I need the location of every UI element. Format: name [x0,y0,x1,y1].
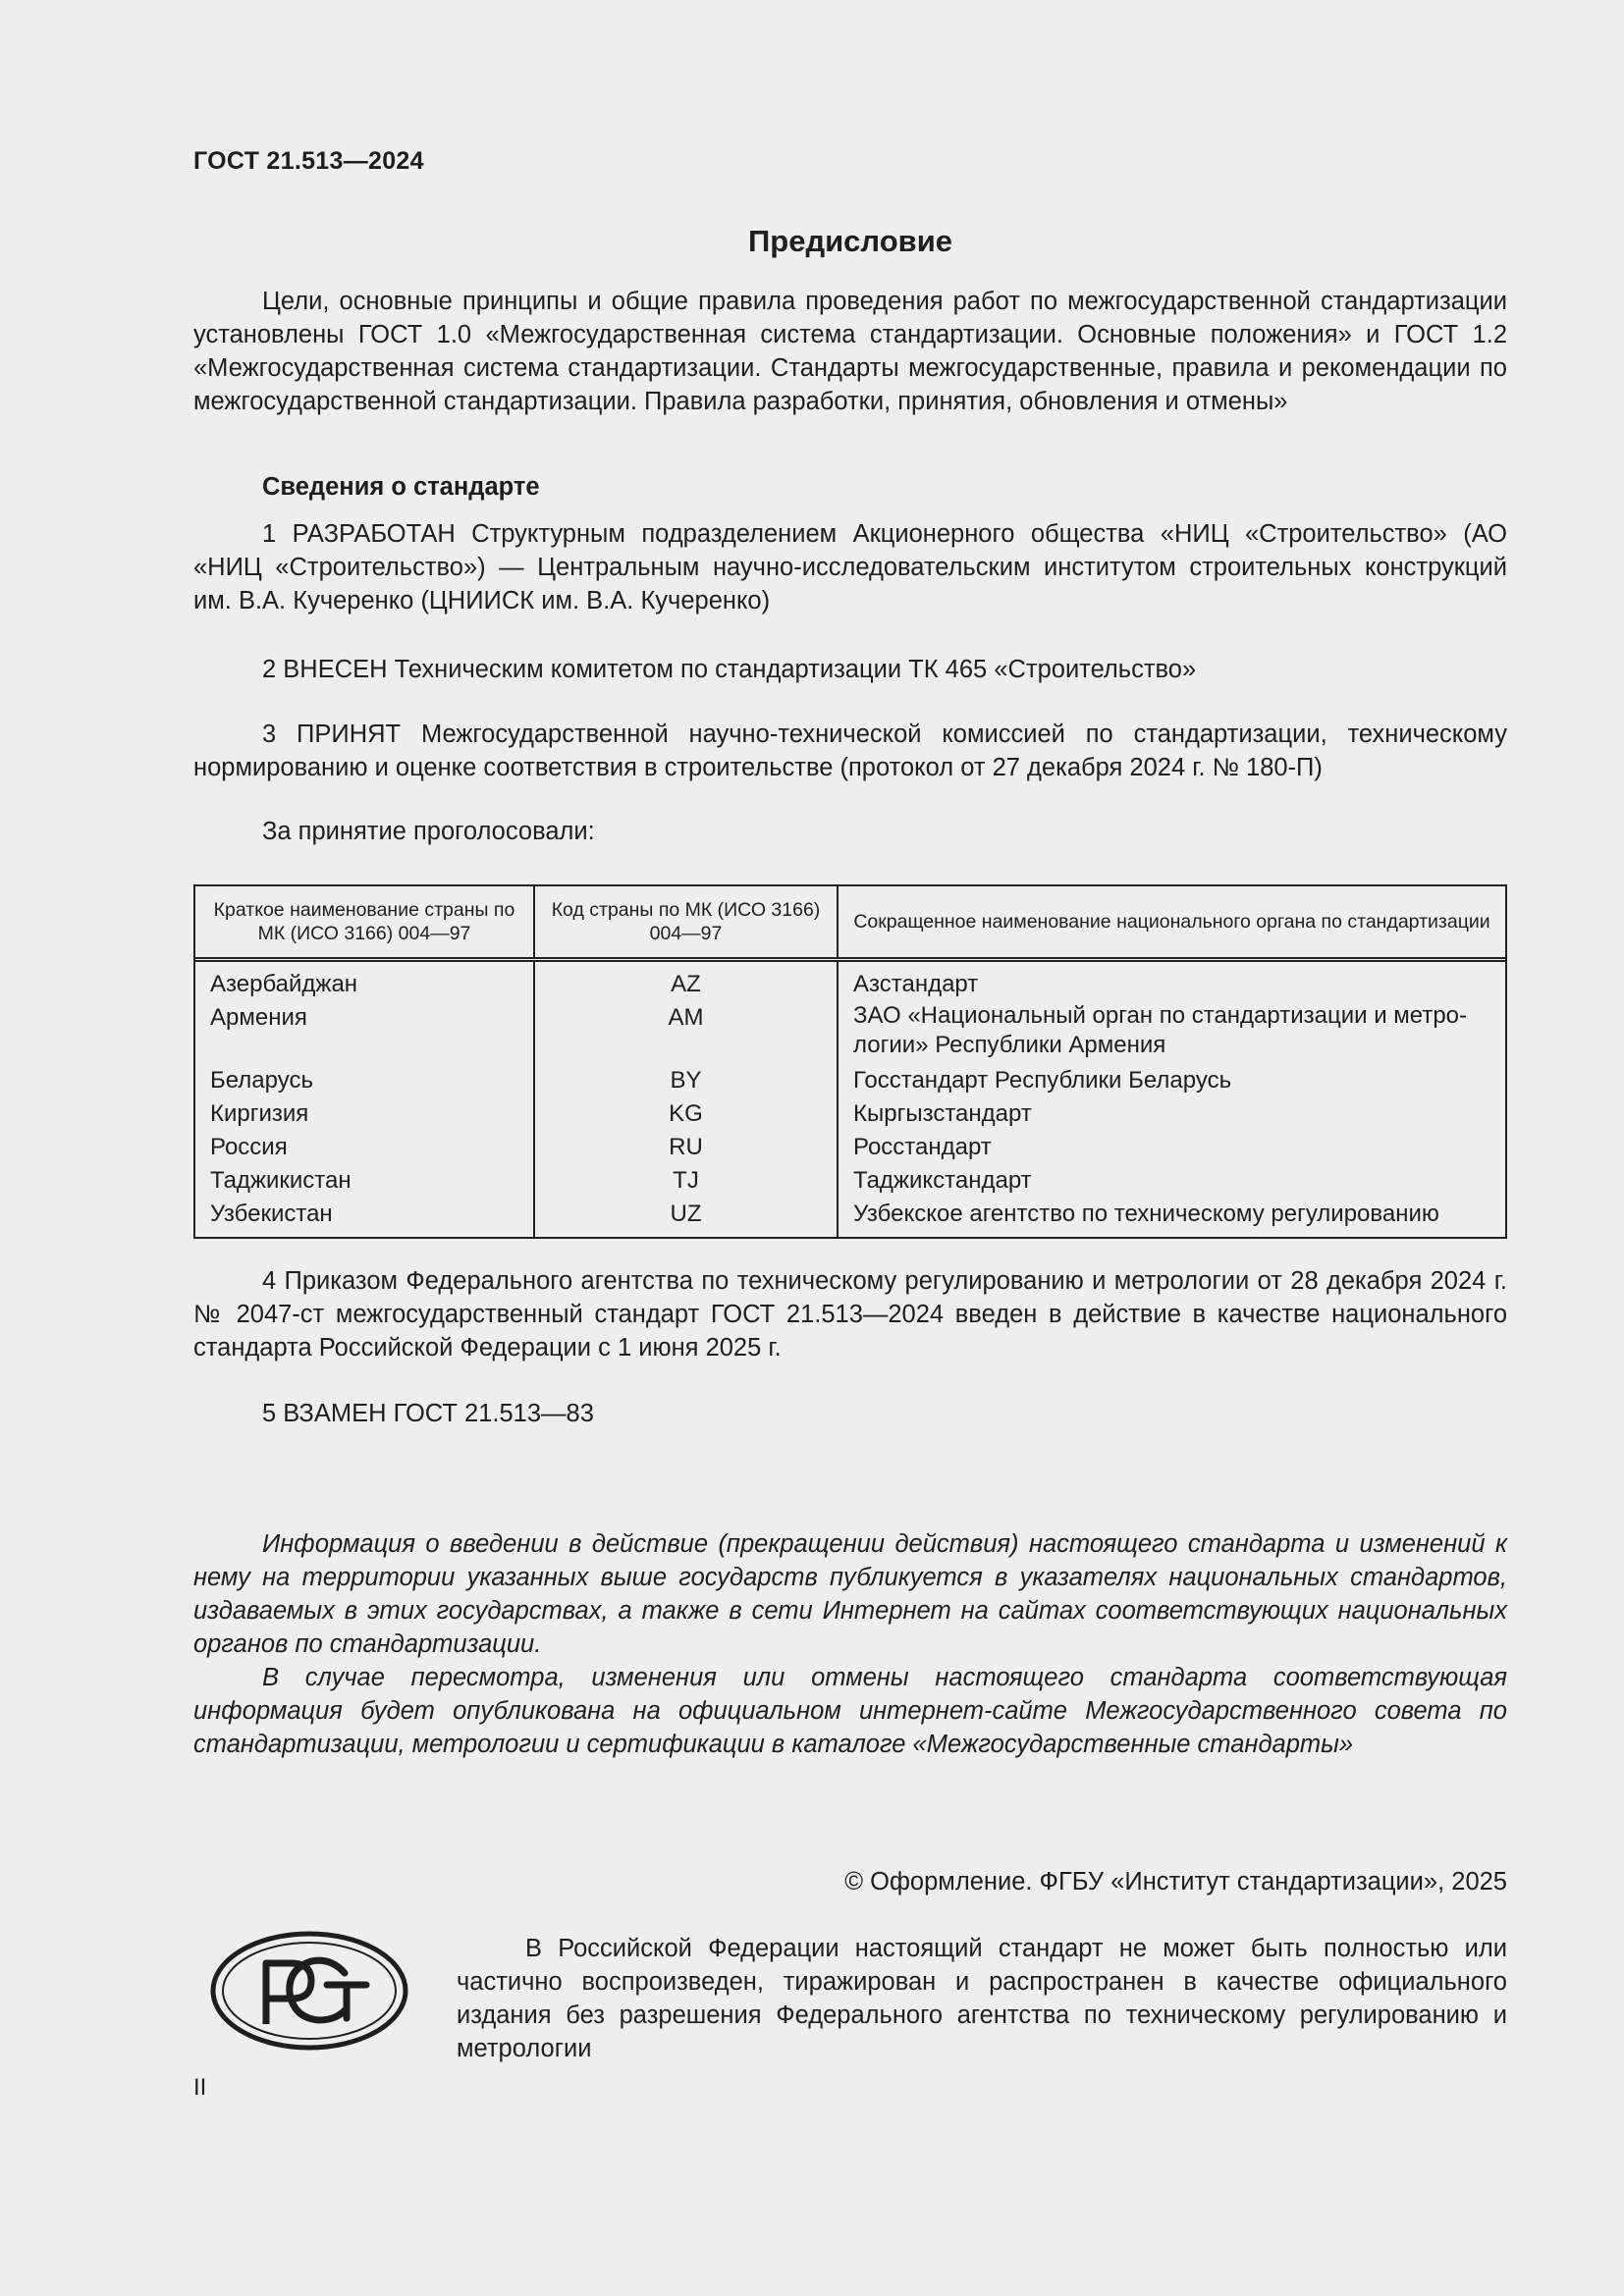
table-header [195,886,1505,962]
cell-country: Беларусь [210,1067,313,1094]
table-body [195,962,1505,1237]
cell-code: UZ [670,1201,702,1227]
column-code [535,962,839,1237]
info-heading: Сведения о стандарте [262,473,540,501]
notice-paragraph-2: В случае пересмотра, изменения или отмены настоящего стандарта соответствующая информация будет опубликована на официальном интернет-сайте Межгосударственного совета по стандартизации, метрологии и сертификации в каталоге «Межгосударственные стандарты» [193,1664,1507,1758]
intro-paragraph: Цели, основные принципы и общие правила проведения работ по межгосударственной стандартизации установлены ГОСТ 1.0 «Межгосударственная система стандартизации. Основные положения» и ГОСТ 1.2 «Межгосударственная система стандартизации. Стандарты межгосударственные, правила и рекомендации по межгосударственной стандартизации. Правила разработки, принятия, обновления и отмены» [193,288,1507,415]
header-national-body: Сокращенное наименование национального органа по стандартизации [853,911,1490,933]
voted-label: За принятие проголосовали: [262,818,595,845]
item-4-order: 4 Приказом Федерального агентства по техническому регулированию и метрологии от 28 декабря 2024 г. № 2047-ст межгосударственный стандарт ГОСТ 21.513—2024 введен в действие в качестве национального стандарта Российской Федерации с 1 июня 2025 г. [193,1267,1507,1362]
item-5-replaces: 5 ВЗАМЕН ГОСТ 21.513—83 [262,1400,594,1427]
cell-national-body: Госстандарт Республики Беларусь [853,1067,1232,1094]
item-3-adopted: 3 ПРИНЯТ Межгосударственной научно-технической комиссией по стандартизации, техническому нормированию и оценке соответствия в строительстве (протокол от 27 декабря 2024 г. № 180-П) [193,721,1507,781]
cell-code: RU [669,1134,703,1160]
cell-country: Киргизия [210,1100,309,1127]
notice-paragraph-1: Информация о введении в действие (прекращении действия) настоящего стандарта и изменений к нему на территории указанных выше государств публикуется в указателях национальных стандартов, издаваемых в этих государствах, а также в сети Интернет на сайтах соответствующих национальных органов по стандартизации. [193,1530,1507,1658]
column-country [195,962,535,1237]
document-code: ГОСТ 21.513—2024 [193,147,424,175]
document-page [193,0,1507,2296]
legal-notice: В Российской Федерации настоящий стандарт не может быть полностью или частично воспроизведен, тиражирован и распространен в качестве официального издания без разрешения Федерального агентства по техническому регулированию и метрологии [457,1935,1507,2062]
cell-national-body: Азстандарт [853,971,979,997]
item-1-developed: 1 РАЗРАБОТАН Структурным подразделением Акционерного общества «НИЦ «Строительство» (АО «НИЦ «Строительство») — Центральным научно-исследовательским институтом строительных конструкций им. В.А. Кучеренко (ЦНИИСК им. В.А. Кучеренко) [193,520,1507,614]
cell-country: Азербайджан [210,971,358,997]
page-title: Предисловие [747,224,952,258]
cell-country: Узбекистан [210,1201,333,1227]
voting-table [193,884,1507,1239]
rst-logo-icon [209,1930,409,2052]
copyright-notice: © Оформление. ФГБУ «Институт стандартизации», 2025 [844,1868,1507,1896]
cell-code: AM [668,1004,704,1031]
cell-code: TJ [673,1167,699,1194]
cell-national-body: Росстандарт [853,1134,992,1160]
item-2-submitted: 2 ВНЕСЕН Техническим комитетом по стандартизации ТК 465 «Строительство» [262,656,1197,683]
cell-country: Армения [210,1004,307,1031]
cell-code: BY [670,1067,702,1094]
cell-national-body: ЗАО «Национальный орган по стандартизации и метрологии» Республики Армения [853,1002,1468,1058]
cell-code: KG [669,1100,703,1127]
header-country-code: Код страны по МК (ИСО 3166) 004—97 [535,886,839,957]
cell-code: AZ [671,971,701,997]
page-number: II [193,2074,207,2101]
header-country-name: Краткое наименование страны по МК (ИСО 3166) 004—97 [195,886,535,957]
column-national-body [839,962,1505,1237]
cell-national-body: Узбекское агентство по техническому регулированию [853,1201,1439,1227]
cell-national-body: Таджикстандарт [853,1167,1032,1194]
cell-country: Россия [210,1134,288,1160]
cell-country: Таджикистан [210,1167,352,1194]
cell-national-body: Кыргызстандарт [853,1100,1032,1127]
